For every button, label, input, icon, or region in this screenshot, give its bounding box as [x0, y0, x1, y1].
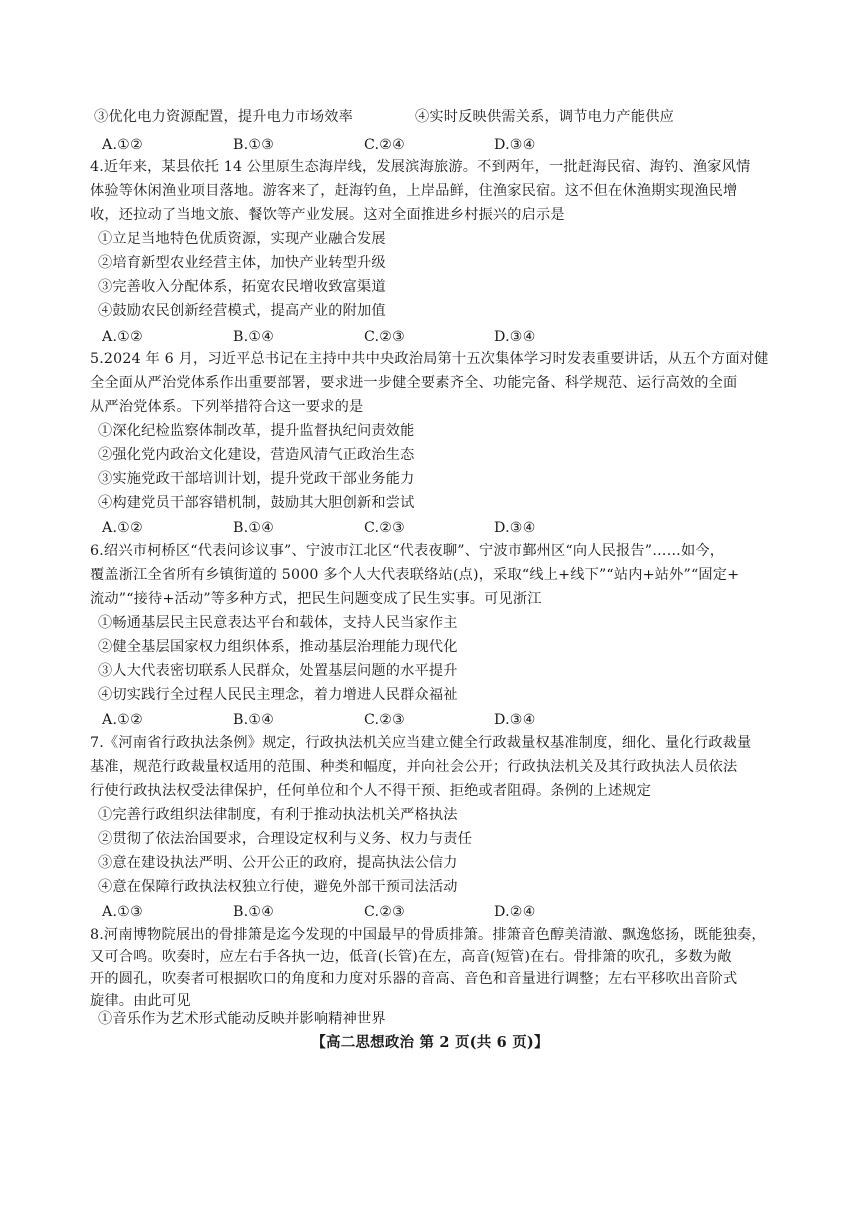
q6-item: ④切实践行全过程人民民主理念，着力增进人民群众福祉: [98, 687, 458, 703]
q5-item: ②强化党内政治文化建设，营造风清气正政治生态: [98, 447, 415, 463]
q7-item: ②贯彻了依法治国要求，合理设定权利与义务、权力与责任: [98, 831, 473, 847]
q7-stem-line: 7.《河南省行政执法条例》规定，行政执法机关应当建立健全行政裁量权基准制度，细化、量化行政裁量: [90, 735, 752, 751]
q7-stem-line: 行使行政执法权受法律保护，任何单位和个人不得干预、拒绝或者阻碍。条例的上述规定: [90, 783, 652, 799]
q5-option-b: B.①④: [233, 520, 275, 536]
q3-option-a: A.①②: [102, 137, 143, 153]
q8-stem-line: 又可合鸣。吹奏时，应左右手各执一边，低音(长管)在左，高音(短管)在右。骨排箫的吹孔，多数为敞: [90, 949, 732, 965]
q8-stem-line: 开的圆孔，吹奏者可根据吹口的角度和力度对乐器的音高、音色和音量进行调整；左右平移吹出音阶式: [90, 971, 738, 987]
q3-option-b: B.①③: [233, 137, 275, 153]
q8-item: ①音乐作为艺术形式能动反映并影响精神世界: [98, 1011, 386, 1027]
q3-item-3: ③优化电力资源配置，提升电力市场效率: [94, 109, 353, 125]
q5-option-c: C.②③: [364, 520, 406, 536]
q5-option-d: D.③④: [494, 520, 536, 536]
q6-stem-line: 6.绍兴市柯桥区“代表问诊议事”、宁波市江北区“代表夜聊”、宁波市鄞州区“向人民报告”……如今，: [90, 543, 725, 559]
q4-stem-line: 4.近年来，某县依托 14 公里原生态海岸线，发展滨海旅游。不到两年，一批赶海民宿、海钓、渔家风情: [90, 159, 751, 175]
q3-item-4: ④实时反映供需关系，调节电力产能供应: [415, 109, 674, 125]
q4-option-c: C.②③: [364, 329, 406, 345]
page-footer: 【高二思想政治 第 2 页(共 6 页)】: [311, 1034, 549, 1051]
q4-stem-line: 收，还拉动了当地文旅、餐饮等产业发展。这对全面推进乡村振兴的启示是: [90, 207, 565, 223]
q5-item: ①深化纪检监察体制改革，提升监督执纪问责效能: [98, 423, 415, 439]
q6-option-b: B.①④: [233, 712, 275, 728]
q5-stem-line: 全全面从严治党体系作出重要部署，要求进一步健全要素齐全、功能完备、科学规范、运行高效的全面: [90, 375, 738, 391]
q4-item: ①立足当地特色优质资源，实现产业融合发展: [98, 231, 386, 247]
q6-item: ①畅通基层民主民意表达平台和载体，支持人民当家作主: [98, 615, 458, 631]
q6-option-d: D.③④: [494, 712, 536, 728]
q6-item: ③人大代表密切联系人民群众，处置基层问题的水平提升: [98, 663, 458, 679]
q7-item: ③意在建设执法严明、公开公正的政府，提高执法公信力: [98, 855, 458, 871]
q7-item: ④意在保障行政执法权独立行使，避免外部干预司法活动: [98, 879, 458, 895]
q5-option-a: A.①②: [102, 520, 143, 536]
q7-stem-line: 基准，规范行政裁量权适用的范围、种类和幅度，并向社会公开；行政执法机关及其行政执法人员依法: [90, 759, 738, 775]
q4-item: ②培育新型农业经营主体，加快产业转型升级: [98, 255, 386, 271]
q4-stem-line: 体验等休闲渔业项目落地。游客来了，赶海钓鱼，上岸品鲜，住渔家民宿。这不但在休渔期实现渔民增: [90, 183, 738, 199]
q7-option-d: D.②④: [494, 904, 536, 920]
q4-option-a: A.①②: [102, 329, 143, 345]
q5-stem-line: 5.2024 年 6 月，习近平总书记在主持中共中央政治局第十五次集体学习时发表重要讲话，从五个方面对健: [90, 351, 769, 367]
q4-item: ③完善收入分配体系，拓宽农民增收致富渠道: [98, 279, 386, 295]
q3-option-d: D.③④: [494, 137, 536, 153]
q5-item: ④构建党员干部容错机制，鼓励其大胆创新和尝试: [98, 495, 415, 511]
q8-stem-line: 8.河南博物院展出的骨排箫是迄今发现的中国最早的骨质排箫。排箫音色醇美清澈、飘逸悠扬，既能独奏，: [90, 927, 766, 943]
q6-stem-line: 覆盖浙江全省所有乡镇街道的 5000 多个人大代表联络站(点)，采取“线上+线下”“站内+站外”“固定+: [90, 567, 740, 583]
q7-option-c: C.②③: [364, 904, 406, 920]
q3-option-c: C.②④: [364, 137, 406, 153]
q6-stem-line: 流动”“接待+活动”等多种方式，把民生问题变成了民生实事。可见浙江: [90, 591, 542, 607]
q8-stem-line: 旋律。由此可见: [90, 993, 191, 1009]
q6-option-c: C.②③: [364, 712, 406, 728]
q7-option-b: B.①④: [233, 904, 275, 920]
q4-option-b: B.①④: [233, 329, 275, 345]
q6-option-a: A.①②: [102, 712, 143, 728]
q6-item: ②健全基层国家权力组织体系，推动基层治理能力现代化: [98, 639, 458, 655]
q5-item: ③实施党政干部培训计划，提升党政干部业务能力: [98, 471, 415, 487]
q4-option-d: D.③④: [494, 329, 536, 345]
q7-option-a: A.①③: [102, 904, 143, 920]
q4-item: ④鼓励农民创新经营模式，提高产业的附加值: [98, 303, 386, 319]
q5-stem-line: 从严治党体系。下列举措符合这一要求的是: [90, 399, 364, 415]
q7-item: ①完善行政组织法律制度，有利于推动执法机关严格执法: [98, 807, 458, 823]
